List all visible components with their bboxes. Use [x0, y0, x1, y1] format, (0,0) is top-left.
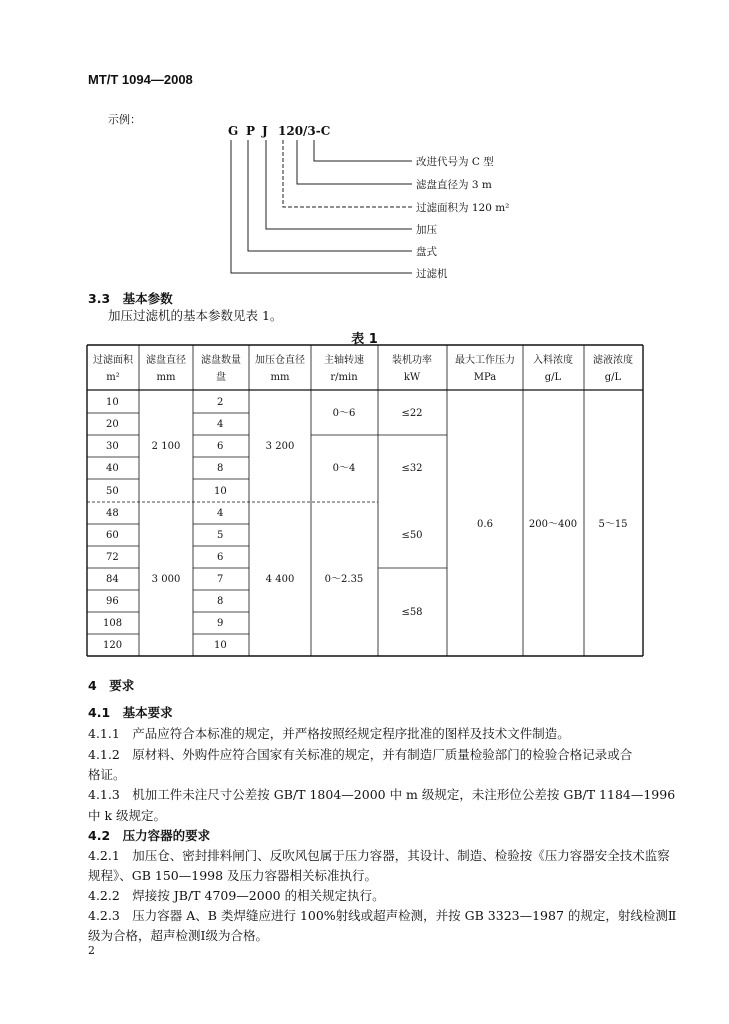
paragraph-4-2-3-cont: 级为合格，超声检测Ⅰ级为合格。 [88, 928, 268, 943]
cell-area: 84 [106, 574, 119, 585]
paragraph-4-1-2-cont: 格证。 [88, 767, 126, 782]
cell-disc-count: 6 [217, 552, 224, 563]
cell-speed-1: 0～6 [332, 408, 356, 419]
paragraph-4-2-1: 4.2.1 加压仓、密封排料闸门、反吹风包属于压力容器，其设计、制造、检验按《压力容器安全技术监察 [88, 848, 670, 863]
cell-speed-2: 0～4 [332, 463, 356, 474]
section-4-heading: 4 要求 [88, 678, 135, 693]
paragraph-4-2-3: 4.2.3 压力容器 A、B 类焊缝应进行 100%射线或超声检测，并按 GB 3323—1987 的规定，射线检测Ⅱ [88, 908, 677, 923]
code-letter-j: J [262, 124, 268, 138]
cell-max-pressure: 0.6 [477, 519, 493, 530]
annotation-revision: 改进代号为 C 型 [416, 156, 494, 168]
paragraph-4-1-3: 4.1.3 机加工件未注尺寸公差按 GB/T 1804—2000 中 m 级规定，未注形位公差按 GB/T 1184—1996 [88, 787, 676, 802]
th-disc-diameter-unit: mm [156, 372, 176, 383]
th-disc-count-unit: 盘 [216, 372, 226, 383]
th-max-pressure: 最大工作压力 [455, 355, 515, 366]
paragraph-4-1-1: 4.1.1 产品应符合本标准的规定，并严格按照经规定程序批准的图样及技术文件制造。 [88, 726, 570, 741]
cell-disc-count: 8 [217, 463, 224, 474]
cell-speed-3: 0～2.35 [324, 574, 364, 585]
cell-disc-diameter-2100: 2 100 [151, 441, 181, 452]
cell-area: 108 [103, 618, 123, 629]
cell-area: 40 [106, 463, 119, 474]
cell-power-2: ≤32 [401, 463, 423, 474]
th-power-unit: kW [403, 372, 421, 383]
cell-power-3: ≤50 [401, 530, 423, 541]
th-area: 过滤面积 [93, 355, 133, 366]
page-number: 2 [88, 944, 95, 957]
section-4-2-heading: 4.2 压力容器的要求 [88, 828, 211, 843]
cell-filtrate-concentration: 5～15 [598, 519, 628, 530]
annotation-filter: 过滤机 [416, 268, 448, 280]
cell-chamber-diameter-3200: 3 200 [265, 441, 295, 452]
cell-disc-count: 4 [217, 419, 224, 430]
paragraph-4-2-2: 4.2.2 焊接按 JB/T 4709—2000 的相关规定执行。 [88, 888, 385, 903]
code-letter-p: P [246, 124, 256, 138]
code-letter-g: G [228, 124, 239, 138]
section-3-3-heading: 3.3 基本参数 [88, 291, 173, 306]
annotation-disc-type: 盘式 [416, 246, 437, 258]
cell-disc-count: 2 [217, 397, 224, 408]
table-title: 表 1 [351, 332, 378, 347]
cell-disc-count: 4 [217, 508, 224, 519]
cell-feed-concentration: 200～400 [528, 519, 578, 530]
standard-code: MT/T 1094—2008 [88, 72, 193, 87]
paragraph-4-2-1-cont: 规程》、GB 150—1998 及压力容器相关标准执行。 [88, 868, 378, 883]
cell-disc-count: 7 [217, 574, 224, 585]
cell-area: 30 [106, 441, 119, 452]
th-chamber-diameter-unit: mm [270, 372, 290, 383]
cell-area: 120 [103, 640, 123, 651]
th-feed-concentration-unit: g/L [544, 372, 562, 383]
th-feed-concentration: 入料浓度 [533, 355, 573, 366]
th-disc-count: 滤盘数量 [201, 355, 241, 366]
th-speed: 主轴转速 [324, 355, 364, 366]
cell-disc-count: 5 [217, 530, 224, 541]
cell-disc-count: 10 [214, 486, 227, 497]
cell-area: 10 [106, 397, 119, 408]
cell-power-1: ≤22 [401, 408, 423, 419]
cell-area: 96 [106, 596, 119, 607]
th-area-unit: m² [106, 372, 120, 383]
cell-area: 48 [106, 508, 119, 519]
cell-area: 72 [106, 552, 119, 563]
th-max-pressure-unit: MPa [473, 372, 497, 383]
th-filtrate-concentration-unit: g/L [604, 372, 622, 383]
cell-area: 60 [106, 530, 119, 541]
cell-chamber-diameter-4400: 4 400 [265, 574, 295, 585]
example-label: 示例： [108, 113, 141, 126]
annotation-disc-diameter: 滤盘直径为 3 m [416, 179, 492, 191]
paragraph-4-1-2: 4.1.2 原材料、外购件应符合国家有关标准的规定，并有制造厂质量检验部门的检验合格记录或合 [88, 747, 633, 762]
annotation-pressurized: 加压 [416, 224, 437, 236]
annotation-filter-area: 过滤面积为 120 m² [416, 202, 510, 214]
paragraph-4-1-3-cont: 中 k 级规定。 [88, 808, 167, 823]
cell-disc-count: 6 [217, 441, 224, 452]
cell-power-4: ≤58 [401, 607, 423, 618]
section-4-1-heading: 4.1 基本要求 [88, 705, 173, 720]
cell-disc-diameter-3000: 3 000 [151, 574, 181, 585]
cell-disc-count: 9 [217, 618, 224, 629]
th-chamber-diameter: 加压仓直径 [255, 355, 305, 366]
th-disc-diameter: 滤盘直径 [146, 355, 186, 366]
th-power: 装机功率 [392, 355, 432, 366]
cell-area: 20 [106, 419, 119, 430]
code-model: 120/3-C [278, 124, 331, 138]
cell-area: 50 [106, 486, 119, 497]
section-3-3-text: 加压过滤机的基本参数见表 1。 [108, 308, 283, 323]
cell-disc-count: 10 [214, 640, 227, 651]
th-speed-unit: r/min [330, 372, 358, 383]
cell-disc-count: 8 [217, 596, 224, 607]
th-filtrate-concentration: 滤液浓度 [593, 355, 633, 366]
